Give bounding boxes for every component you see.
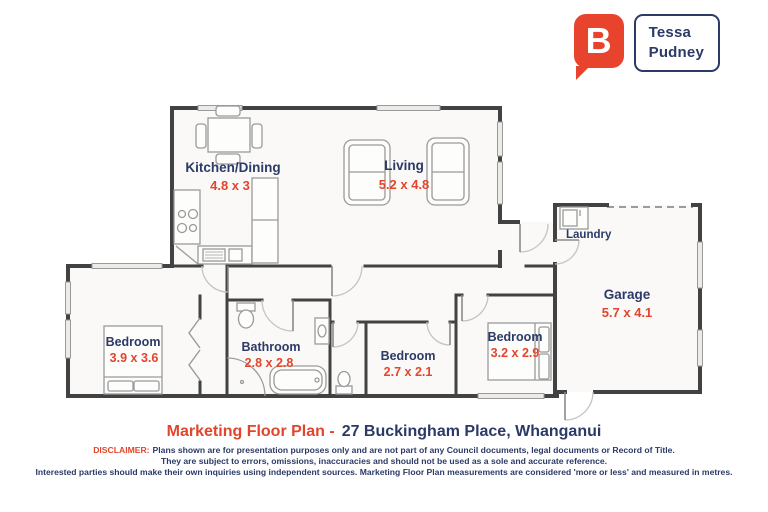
brand-letter: B — [585, 20, 612, 61]
window — [92, 264, 162, 269]
window — [66, 320, 71, 358]
window — [377, 106, 440, 111]
toilet — [237, 303, 255, 328]
footer — [0, 423, 768, 478]
toilet — [336, 372, 352, 395]
title-address: 27 Buckingham Place, Whanganui — [341, 423, 602, 440]
sofa — [344, 140, 390, 205]
room-dims-bathroom: 2.8 x 2.8 — [244, 356, 294, 370]
bathtub — [270, 366, 326, 394]
kitchen-sink — [198, 246, 252, 264]
room-label-kitchen-dining: Kitchen/Dining — [185, 160, 281, 175]
room-label-laundry: Laundry — [566, 229, 612, 241]
disclaimer-line-2: They are subject to errors, omissions, inaccuracies and should not be used as a sole and accurate reference. — [160, 456, 608, 466]
room-label-bedroom-2: Bedroom — [380, 349, 436, 363]
disclaimer — [0, 445, 768, 478]
window — [478, 394, 544, 399]
room-label-bathroom: Bathroom — [241, 340, 301, 354]
disclaimer-line-3: Interested parties should make their own inquiries using independent sources. Marketing Floor Plan measurements are considered 'more or less' and measured in metres. — [35, 467, 733, 477]
window — [698, 242, 703, 288]
room-dims-kitchen-dining: 4.8 x 3 — [210, 178, 250, 193]
window — [498, 162, 503, 204]
agent-first-name: Tessa — [648, 24, 692, 41]
room-label-garage: Garage — [603, 287, 651, 302]
disclaimer-line-1 — [0, 445, 768, 456]
window — [498, 122, 503, 156]
room-dims-bedroom-2: 2.7 x 2.1 — [383, 365, 433, 379]
sofa — [427, 138, 469, 205]
room-dims-garage: 5.7 x 4.1 — [601, 305, 653, 320]
disclaimer-text-1: Plans shown are for presentation purposes only and are not part of any Council documents, legal documents or Record of Title. — [152, 445, 675, 455]
room-dims-bedroom-3: 3.2 x 2.9 — [490, 346, 540, 360]
disclaimer-label: DISCLAIMER: — [93, 445, 150, 455]
room-label-bedroom-3: Bedroom — [487, 330, 543, 344]
room-dims-bedroom-1: 3.9 x 3.6 — [109, 351, 159, 365]
window — [66, 282, 71, 314]
pantry-cupboard — [252, 178, 278, 263]
room-label-bedroom-1: Bedroom — [105, 335, 161, 349]
room-label-living: Living — [384, 158, 424, 173]
room-dims-living: 5.2 x 4.8 — [378, 177, 430, 192]
agent-last-name: Pudney — [648, 44, 704, 61]
door-arc — [565, 392, 593, 420]
vanity-basin — [315, 318, 329, 344]
title-prefix: Marketing Floor Plan - — [166, 423, 335, 440]
window — [698, 330, 703, 366]
laundry-tub — [560, 207, 588, 229]
page-title — [0, 423, 768, 441]
